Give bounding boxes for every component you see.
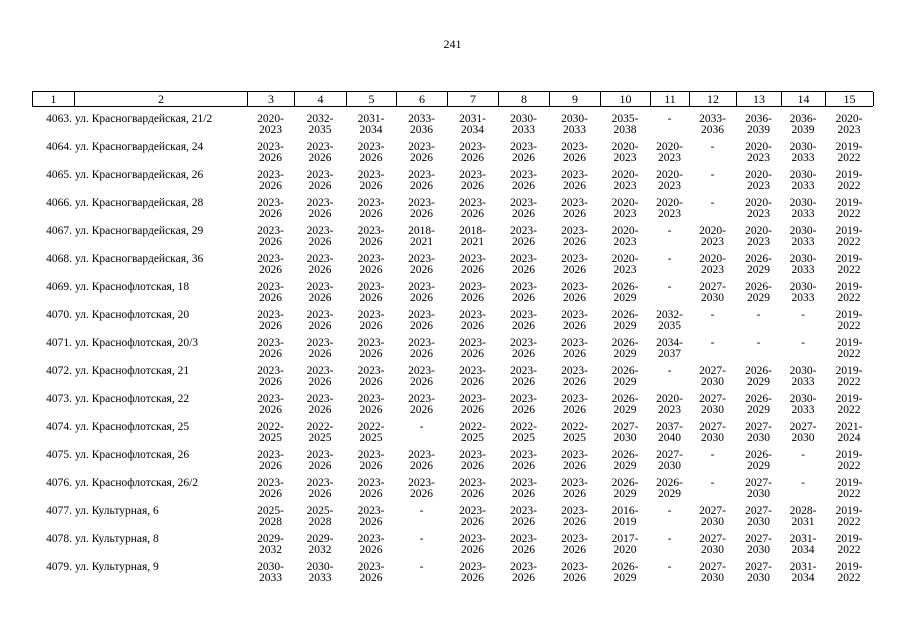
table-cell: 2023- 2026: [510, 225, 537, 248]
table-cell: 2026- 2029: [745, 393, 772, 416]
row-address: ул. Культурная, 8: [75, 533, 159, 545]
table-cell: 2023- 2026: [357, 197, 385, 220]
table-cell: 2023- 2026: [257, 393, 284, 416]
table-cell: 2023- 2026: [561, 393, 588, 416]
table-cell: 2032- 2035: [306, 113, 334, 136]
table-cell: 2035- 2038: [611, 113, 639, 136]
table-cell: 2031- 2034: [357, 113, 385, 136]
row-number: 4070.: [46, 309, 72, 321]
table-cell: 2023- 2026: [357, 169, 385, 192]
row-address: ул. Красногвардейская, 36: [75, 253, 204, 265]
table-cell: 2020- 2023: [611, 197, 639, 220]
table-cell: 2023- 2026: [459, 477, 486, 500]
table-cell: 2019- 2022: [835, 197, 863, 220]
table-cell: 2023- 2026: [357, 309, 385, 332]
column-header: 14: [782, 92, 826, 106]
column-header: 3: [248, 92, 295, 106]
table-row: [32, 415, 873, 443]
table-cell: 2023- 2026: [459, 505, 486, 528]
table-cell: 2023- 2026: [257, 365, 284, 388]
table-cell: 2023- 2026: [306, 225, 334, 248]
table-cell: 2023- 2026: [306, 309, 334, 332]
table-cell: 2023- 2026: [510, 393, 537, 416]
table-cell: 2023- 2026: [408, 253, 435, 276]
page-number: 241: [443, 37, 462, 51]
row-number: 4064.: [46, 141, 72, 153]
table-cell: 2023- 2026: [408, 337, 435, 360]
column-header: 15: [826, 92, 874, 106]
table-row: [32, 471, 873, 499]
table-cell: 2019- 2022: [835, 477, 863, 500]
table-cell: -: [801, 449, 805, 461]
column-header: 11: [651, 92, 690, 106]
table-cell: 2023- 2026: [357, 225, 385, 248]
table-cell: 2026- 2029: [611, 281, 639, 304]
table-cell: 2026- 2029: [745, 365, 772, 388]
table-row: [32, 303, 873, 331]
table-cell: 2022- 2025: [561, 421, 588, 444]
table-cell: 2030- 2033: [789, 197, 817, 220]
table-cell: 2023- 2026: [561, 141, 588, 164]
table-cell: 2020- 2023: [745, 141, 772, 164]
table-row: [32, 527, 873, 555]
table-cell: 2026- 2029: [656, 477, 683, 500]
table-cell: 2023- 2026: [408, 309, 435, 332]
table-cell: 2037- 2040: [656, 421, 683, 444]
row-number: 4079.: [46, 561, 72, 573]
column-header: 6: [397, 92, 448, 106]
table-cell: 2020- 2023: [835, 113, 863, 136]
table-cell: -: [419, 421, 424, 433]
table-cell: 2023- 2026: [561, 477, 588, 500]
table-cell: 2019- 2022: [835, 309, 863, 332]
table-cell: 2023- 2026: [561, 505, 588, 528]
table-cell: 2023- 2026: [408, 365, 435, 388]
table-cell: 2034- 2037: [656, 337, 683, 360]
data-table: [32, 91, 873, 583]
table-cell: 2019- 2022: [835, 225, 863, 248]
row-number: 4077.: [46, 505, 72, 517]
table-cell: -: [756, 309, 761, 321]
table-cell: -: [710, 141, 715, 153]
table-cell: 2023- 2026: [306, 337, 334, 360]
row-address: ул. Культурная, 6: [75, 505, 159, 517]
table-row: [32, 331, 873, 359]
row-address: ул. Краснофлотская, 26/2: [75, 477, 199, 489]
table-cell: 2023- 2026: [306, 253, 334, 276]
table-cell: 2023- 2026: [408, 477, 435, 500]
table-cell: -: [710, 337, 715, 349]
table-cell: 2036- 2039: [745, 113, 772, 136]
table-cell: 2031- 2034: [789, 561, 817, 584]
table-cell: 2030- 2033: [789, 141, 817, 164]
row-address: ул. Краснофлотская, 18: [75, 281, 190, 293]
table-cell: 2023- 2026: [408, 169, 435, 192]
row-address: ул. Красногвардейская, 26: [75, 169, 204, 181]
table-cell: 2020- 2023: [257, 113, 284, 136]
table-cell: 2027- 2030: [699, 561, 726, 584]
table-cell: 2026- 2029: [611, 309, 639, 332]
table-cell: 2023- 2026: [459, 337, 486, 360]
table-body: [32, 107, 873, 583]
table-cell: 2023- 2026: [257, 169, 284, 192]
table-cell: 2016- 2019: [611, 505, 639, 528]
table-cell: 2019- 2022: [835, 561, 863, 584]
table-cell: 2023- 2026: [510, 533, 537, 556]
table-cell: 2026- 2029: [611, 365, 639, 388]
table-cell: 2019- 2022: [835, 169, 863, 192]
table-cell: 2020- 2023: [699, 253, 726, 276]
table-cell: 2026- 2029: [611, 337, 639, 360]
table-cell: 2023- 2026: [561, 309, 588, 332]
table-cell: 2027- 2030: [699, 533, 726, 556]
table-cell: 2027- 2030: [745, 533, 772, 556]
table-cell: 2023- 2026: [459, 197, 486, 220]
table-cell: 2023- 2026: [561, 253, 588, 276]
table-cell: 2031- 2034: [459, 113, 486, 136]
table-cell: 2020- 2023: [611, 169, 639, 192]
table-cell: 2022- 2025: [257, 421, 284, 444]
table-cell: 2029- 2032: [257, 533, 284, 556]
table-cell: 2018- 2021: [459, 225, 486, 248]
table-cell: 2021- 2024: [835, 421, 863, 444]
table-cell: 2020- 2023: [745, 197, 772, 220]
column-header: 13: [737, 92, 782, 106]
table-cell: -: [667, 533, 672, 545]
table-cell: 2027- 2030: [699, 505, 726, 528]
row-number: 4069.: [46, 281, 72, 293]
row-number: 4074.: [46, 421, 72, 433]
table-cell: 2022- 2025: [510, 421, 537, 444]
table-cell: 2023- 2026: [459, 141, 486, 164]
table-row: [32, 359, 873, 387]
row-number: 4078.: [46, 533, 72, 545]
table-cell: 2030- 2033: [789, 365, 817, 388]
table-cell: 2023- 2026: [357, 505, 385, 528]
table-cell: 2023- 2026: [510, 169, 537, 192]
table-cell: 2030- 2033: [789, 169, 817, 192]
table-cell: -: [710, 309, 715, 321]
table-cell: 2020- 2023: [656, 169, 683, 192]
table-cell: 2027- 2030: [699, 365, 726, 388]
table-row: [32, 135, 873, 163]
row-address: ул. Краснофлотская, 21: [75, 365, 190, 377]
table-cell: 2029- 2032: [306, 533, 334, 556]
table-cell: 2023- 2026: [510, 281, 537, 304]
table-cell: 2026- 2029: [611, 477, 639, 500]
table-cell: 2031- 2034: [789, 533, 817, 556]
table-cell: 2023- 2026: [510, 197, 537, 220]
table-cell: 2023- 2026: [306, 449, 334, 472]
table-cell: 2023- 2026: [408, 197, 435, 220]
table-cell: -: [667, 365, 672, 377]
table-cell: -: [710, 169, 715, 181]
table-cell: 2020- 2023: [611, 253, 639, 276]
table-cell: 2025- 2028: [257, 505, 284, 528]
table-cell: 2023- 2026: [408, 449, 435, 472]
table-cell: 2030- 2033: [789, 281, 817, 304]
table-cell: 2027- 2030: [745, 561, 772, 584]
table-cell: 2033- 2036: [408, 113, 435, 136]
table-row: [32, 275, 873, 303]
table-cell: 2023- 2026: [459, 309, 486, 332]
table-cell: 2020- 2023: [745, 225, 772, 248]
table-cell: 2023- 2026: [459, 561, 486, 584]
table-cell: 2036- 2039: [789, 113, 817, 136]
table-cell: 2026- 2029: [745, 449, 772, 472]
table-cell: 2032- 2035: [656, 309, 683, 332]
column-header: 7: [448, 92, 499, 106]
table-cell: -: [667, 225, 672, 237]
table-cell: 2019- 2022: [835, 281, 863, 304]
table-cell: 2023- 2026: [257, 337, 284, 360]
table-cell: 2023- 2026: [257, 449, 284, 472]
table-row: [32, 443, 873, 471]
table-cell: 2023- 2026: [357, 477, 385, 500]
table-cell: 2027- 2030: [699, 421, 726, 444]
table-cell: 2026- 2029: [745, 253, 772, 276]
table-cell: 2023- 2026: [408, 141, 435, 164]
table-cell: 2023- 2026: [306, 477, 334, 500]
table-cell: 2023- 2026: [510, 561, 537, 584]
row-address: ул. Красногвардейская, 24: [75, 141, 204, 153]
table-cell: 2023- 2026: [510, 365, 537, 388]
table-cell: -: [419, 505, 424, 517]
table-row: [32, 387, 873, 415]
row-number: 4065.: [46, 169, 72, 181]
table-cell: 2020- 2023: [745, 169, 772, 192]
row-address: ул. Краснофлотская, 20: [75, 309, 190, 321]
table-cell: 2023- 2026: [357, 449, 385, 472]
table-cell: -: [801, 477, 805, 489]
column-header: 5: [347, 92, 397, 106]
column-header: 9: [550, 92, 601, 106]
table-cell: -: [710, 197, 715, 209]
row-number: 4072.: [46, 365, 72, 377]
table-cell: 2023- 2026: [357, 253, 385, 276]
row-number: 4066.: [46, 197, 72, 209]
table-cell: 2023- 2026: [561, 449, 588, 472]
table-cell: 2023- 2026: [357, 393, 385, 416]
table-cell: 2023- 2026: [306, 197, 334, 220]
table-cell: 2022- 2025: [459, 421, 486, 444]
table-cell: 2019- 2022: [835, 253, 863, 276]
table-cell: 2023- 2026: [306, 393, 334, 416]
row-number: 4073.: [46, 393, 72, 405]
table-cell: 2026- 2029: [745, 281, 772, 304]
table-cell: 2023- 2026: [561, 337, 588, 360]
table-cell: 2023- 2026: [510, 309, 537, 332]
row-number: 4063.: [46, 113, 72, 125]
table-cell: 2023- 2026: [510, 477, 537, 500]
table-cell: -: [756, 337, 761, 349]
table-cell: 2017- 2020: [611, 533, 639, 556]
row-number: 4075.: [46, 449, 72, 461]
table-cell: 2020- 2023: [611, 141, 639, 164]
table-cell: 2026- 2029: [611, 393, 639, 416]
column-header: 8: [499, 92, 550, 106]
table-cell: 2030- 2033: [306, 561, 334, 584]
row-address: ул. Красногвардейская, 29: [75, 225, 204, 237]
table-header-row: [32, 91, 873, 107]
table-cell: 2023- 2026: [459, 449, 486, 472]
table-cell: 2025- 2028: [306, 505, 334, 528]
table-cell: 2023- 2026: [257, 197, 284, 220]
table-cell: 2019- 2022: [835, 393, 863, 416]
table-cell: 2026- 2029: [611, 449, 639, 472]
table-cell: -: [667, 561, 672, 573]
table-cell: 2030- 2033: [510, 113, 537, 136]
table-cell: 2027- 2030: [745, 421, 772, 444]
table-cell: 2023- 2026: [459, 393, 486, 416]
table-cell: 2023- 2026: [561, 533, 588, 556]
table-cell: 2023- 2026: [257, 253, 284, 276]
table-row: [32, 107, 873, 135]
table-cell: 2019- 2022: [835, 533, 863, 556]
table-cell: 2027- 2030: [656, 449, 683, 472]
column-header: 4: [295, 92, 347, 106]
table-row: [32, 219, 873, 247]
table-cell: 2023- 2026: [357, 337, 385, 360]
table-cell: 2023- 2026: [257, 309, 284, 332]
table-cell: 2023- 2026: [408, 281, 435, 304]
table-cell: 2026- 2029: [611, 561, 639, 584]
table-cell: 2023- 2026: [257, 477, 284, 500]
table-cell: -: [710, 449, 715, 461]
table-cell: -: [419, 561, 424, 573]
table-cell: 2023- 2026: [510, 141, 537, 164]
table-cell: 2023- 2026: [510, 253, 537, 276]
row-number: 4067.: [46, 225, 72, 237]
table-cell: 2023- 2026: [561, 561, 588, 584]
table-cell: -: [710, 477, 715, 489]
table-row: [32, 247, 873, 275]
table-cell: 2030- 2033: [257, 561, 284, 584]
table-cell: 2023- 2026: [408, 393, 435, 416]
table-cell: 2018- 2021: [408, 225, 435, 248]
table-cell: -: [667, 113, 672, 125]
column-header: 12: [690, 92, 737, 106]
table-cell: 2028- 2031: [789, 505, 817, 528]
table-cell: 2019- 2022: [835, 365, 863, 388]
table-cell: 2023- 2026: [306, 365, 334, 388]
table-cell: 2019- 2022: [835, 337, 863, 360]
table-cell: 2023- 2026: [510, 505, 537, 528]
table-cell: 2023- 2026: [459, 365, 486, 388]
table-cell: 2019- 2022: [835, 449, 863, 472]
table-cell: -: [667, 253, 672, 265]
table-row: [32, 191, 873, 219]
table-cell: 2023- 2026: [561, 197, 588, 220]
table-cell: 2023- 2026: [459, 253, 486, 276]
table-cell: 2023- 2026: [561, 169, 588, 192]
table-cell: 2023- 2026: [561, 281, 588, 304]
table-row: [32, 499, 873, 527]
row-number: 4068.: [46, 253, 72, 265]
row-address: ул. Краснофлотская, 20/3: [75, 337, 199, 349]
table-cell: 2023- 2026: [459, 281, 486, 304]
table-cell: 2019- 2022: [835, 505, 863, 528]
table-cell: 2023- 2026: [561, 365, 588, 388]
table-cell: 2023- 2026: [257, 281, 284, 304]
column-header: 10: [601, 92, 651, 106]
table-cell: 2027- 2030: [789, 421, 817, 444]
table-cell: 2030- 2033: [789, 225, 817, 248]
row-address: ул. Краснофлотская, 26: [75, 449, 190, 461]
table-cell: 2023- 2026: [357, 281, 385, 304]
row-address: ул. Краснофлотская, 22: [75, 393, 190, 405]
table-cell: -: [667, 281, 672, 293]
table-cell: 2020- 2023: [656, 141, 683, 164]
column-header: 1: [33, 92, 75, 106]
table-cell: 2022- 2025: [306, 421, 334, 444]
row-address: ул. Краснофлотская, 25: [75, 421, 190, 433]
table-cell: 2023- 2026: [357, 533, 385, 556]
table-cell: -: [801, 309, 805, 321]
table-cell: 2023- 2026: [306, 141, 334, 164]
table-cell: 2020- 2023: [699, 225, 726, 248]
table-cell: 2022- 2025: [357, 421, 385, 444]
table-cell: 2020- 2023: [656, 393, 683, 416]
table-cell: 2023- 2026: [306, 169, 334, 192]
table-cell: 2023- 2026: [357, 141, 385, 164]
table-cell: 2023- 2026: [561, 225, 588, 248]
column-header: 2: [75, 92, 248, 106]
table-cell: -: [801, 337, 805, 349]
table-cell: 2023- 2026: [257, 225, 284, 248]
table-cell: 2027- 2030: [745, 505, 772, 528]
table-cell: 2020- 2023: [656, 197, 683, 220]
table-cell: 2023- 2026: [459, 169, 486, 192]
table-row: [32, 163, 873, 191]
table-cell: 2023- 2026: [459, 533, 486, 556]
table-cell: 2023- 2026: [510, 449, 537, 472]
table-cell: -: [667, 505, 672, 517]
row-number: 4076.: [46, 477, 72, 489]
table-cell: 2023- 2026: [357, 561, 385, 584]
table-cell: -: [419, 533, 424, 545]
table-cell: 2023- 2026: [357, 365, 385, 388]
table-cell: 2020- 2023: [611, 225, 639, 248]
table-cell: 2019- 2022: [835, 141, 863, 164]
table-cell: 2027- 2030: [611, 421, 639, 444]
table-row: [32, 555, 873, 583]
row-address: ул. Красногвардейская, 28: [75, 197, 204, 209]
row-address: ул. Культурная, 9: [75, 561, 159, 573]
table-cell: 2033- 2036: [699, 113, 726, 136]
table-cell: 2023- 2026: [306, 281, 334, 304]
row-address: ул. Красногвардейская, 21/2: [75, 113, 213, 125]
table-cell: 2030- 2033: [789, 393, 817, 416]
table-cell: 2030- 2033: [561, 113, 588, 136]
row-number: 4071.: [46, 337, 72, 349]
table-cell: 2027- 2030: [745, 477, 772, 500]
table-cell: 2023- 2026: [257, 141, 284, 164]
table-cell: 2023- 2026: [510, 337, 537, 360]
table-cell: 2030- 2033: [789, 253, 817, 276]
table-cell: 2027- 2030: [699, 393, 726, 416]
table-cell: 2027- 2030: [699, 281, 726, 304]
